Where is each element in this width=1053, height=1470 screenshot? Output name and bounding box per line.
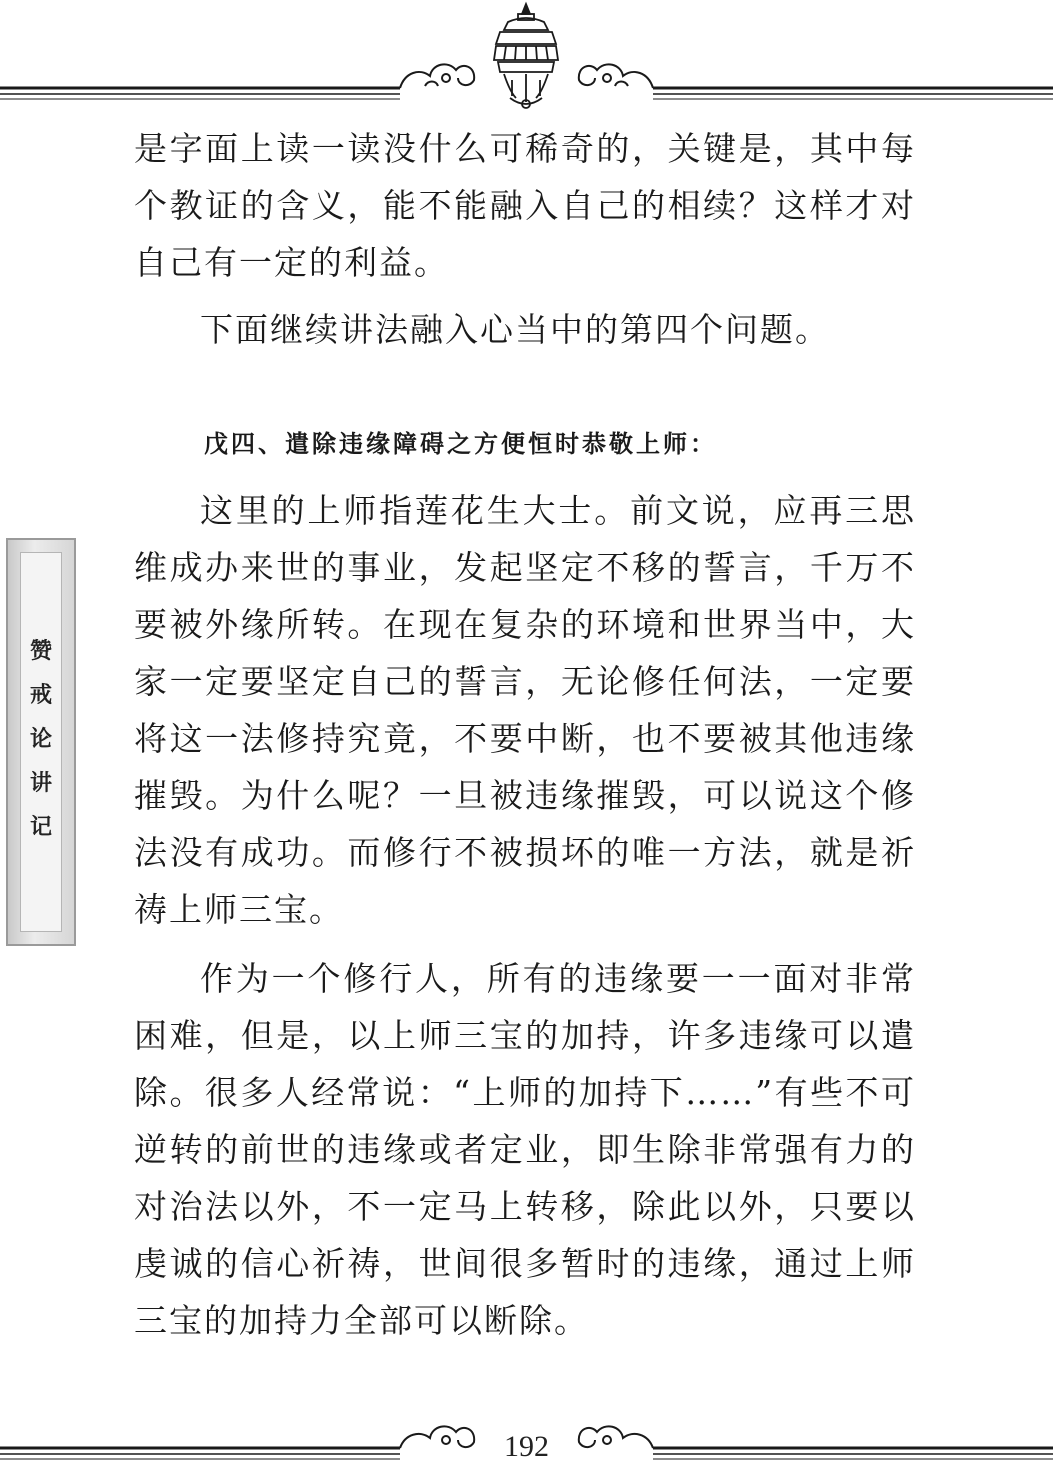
side-title-char: 论 [29, 727, 52, 752]
side-title-char: 赞 [29, 639, 52, 664]
paragraph-body: 作为一个修行人，所有的违缘要一一面对非常困难，但是，以上师三宝的加持，许多违缘可以遣除。很多人经常说：“上师的加持下……”有些不可逆转的前世的违缘或者定业，即生除非常强有力的对治法以外，不一定马上转移，除此以外，只要以虔诚的信心祈祷，世间很多暂时的违缘，通过上师三宝的加持力全部可以断除。 [134, 959, 916, 1340]
side-book-title [8, 630, 74, 850]
cloud-right-icon [579, 64, 653, 88]
side-title-char: 讲 [29, 771, 52, 796]
page-number: 192 [504, 1430, 549, 1463]
page-body [134, 120, 916, 1349]
side-title-char: 记 [29, 815, 52, 840]
cloud-left-icon [400, 64, 474, 88]
header-ornament [0, 0, 1053, 112]
parasol-emblem-icon [494, 4, 558, 108]
side-book-title-tab [6, 538, 76, 946]
paragraph-transition: 下面继续讲法融入心当中的第四个问题。 [200, 310, 830, 349]
section-heading: 戊四、遣除违缘障碍之方便恒时恭敬上师： [204, 430, 717, 458]
paragraph-body: 这里的上师指莲花生大士。前文说，应再三思维成办来世的事业，发起坚定不移的誓言，千万不要被外缘所转。在现在复杂的环境和世界当中，大家一定要坚定自己的誓言，无论修任何法，一定要将这一法修持究竟，不要中断，也不要被其他违缘摧毁。为什么呢？一旦被违缘摧毁，可以说这个修法没有成功。而修行不被损坏的唯一方法，就是祈祷上师三宝。 [134, 491, 916, 929]
side-title-char: 戒 [29, 683, 52, 708]
header-rule-left [0, 88, 400, 99]
paragraph-continuation: 是字面上读一读没什么可稀奇的，关键是，其中每个教证的含义，能不能融入自己的相续？这样才对自己有一定的利益。 [134, 129, 916, 282]
header-rule-right [653, 88, 1053, 99]
